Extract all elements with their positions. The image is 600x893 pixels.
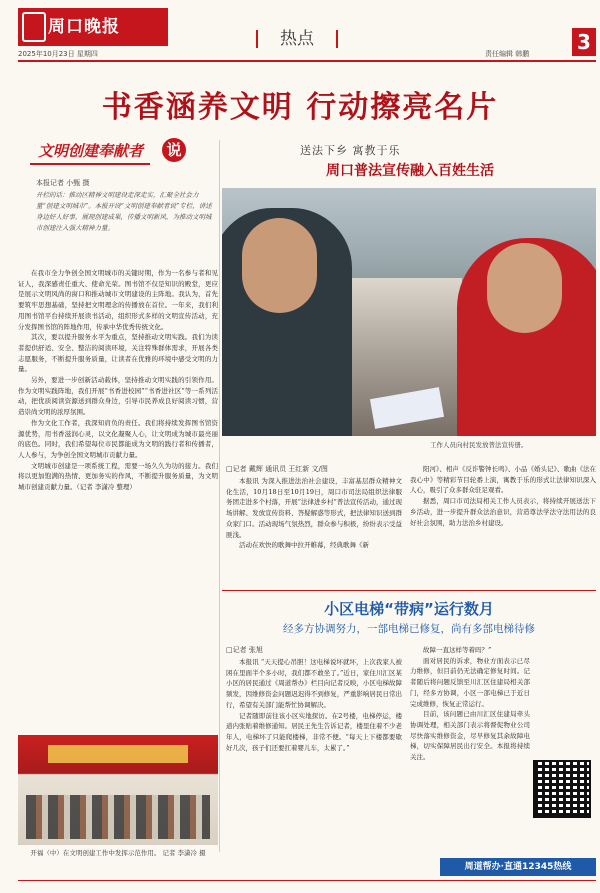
story1-byline: □记者 戴辉 通讯员 王红新 文/图 <box>226 465 328 473</box>
paragraph: 本报讯 为深入推进法治社会建设，丰富基层群众精神文化生活，10月18日至10月19日，周口市司法局组织法律服务团走进多个村落，开展“法律进乡村”普法宣传活动，通过现场讲解、发放宣传资料、答疑解惑等形式，把法律知识送到群众家门口。活动现场气氛热烈，群众参与积极，纷纷表示受益匪浅。 <box>226 477 402 539</box>
paragraph: 活动在欢快的歌舞中拉开帷幕，经典歌舞《新 <box>239 541 369 550</box>
column-intro: 开栏的话：推动区精神文明建设走深走实，汇聚全社会力量“创建文明城市”。本报开设“文明创建奉献者说”专栏，讲述身边好人好事，展现创建成果，传播文明新风，为推动文明城市创建注入强大精神力量。 <box>36 191 212 232</box>
paragraph: 记者随即前往该小区实地探访。在2号楼，电梯停运，楼道内张贴着维修通知。居民王先生告诉记者，楼里住着不少老年人，电梯坏了只能爬楼梯，非常不便。“每天上下楼都要歇好几次，孩子们还要扛着婴儿车，太累了。” <box>226 711 402 752</box>
column-title: 文明创建奉献者 <box>38 142 144 160</box>
stage-banner <box>48 745 188 763</box>
story2-body-right <box>410 645 530 763</box>
editor-credit: 责任编辑 韩鹏 <box>485 50 530 58</box>
qr-code-icon <box>533 760 591 818</box>
story2-byline: □记者 张旭 <box>226 646 263 654</box>
section-label: 热点 <box>252 26 342 52</box>
paragraph: 据悉，周口市司法局相关工作人员表示，将持续开展送法下乡活动，进一步提升群众法治意识，营造尊法学法守法用法的良好社会氛围，助力法治乡村建设。 <box>410 497 596 527</box>
audience-rows <box>26 795 210 839</box>
hotline-banner: 周道帮办·直通12345热线 <box>440 858 596 876</box>
photo-villager-face <box>242 218 317 313</box>
column-title-underline <box>30 163 150 165</box>
paragraph: 目前，该问题已由川汇区住建局牵头协调处理，相关部门表示将督促物业公司尽快落实维修资金，尽早修复其余故障电梯，切实保障居民出行安全。本报将持续关注。 <box>410 710 530 762</box>
newspaper-logo: 周口晚报 <box>18 8 168 46</box>
photo-volunteer-face <box>487 243 562 333</box>
paragraph: 另外，要进一步创新活动载体，坚持推动文明实践的引领作用。作为文明实践阵地，我们开展“书香进校园”“书香进社区”等一系列活动，把优质阅读资源送到群众身边，引导市民养成良好阅读习惯，营造崇尚文明的浓厚氛围。 <box>18 376 218 417</box>
story2-body-left <box>226 657 402 753</box>
column-divider <box>219 140 220 852</box>
paragraph: 其次，要以提升服务水平为重点，坚持推动文明实践。我们为读者提供舒适、安全、整洁的阅读环境，关注特殊群体需求，开展各类志愿服务，不断提升服务质量，让读者在优雅的环境中感受文明的力量。 <box>18 333 218 374</box>
column-badge: 说 <box>162 138 186 162</box>
masthead <box>0 0 600 62</box>
footer-rule <box>18 880 596 881</box>
left-photo-caption: 开福（中）在文明创建工作中发挥示范作用。 记者 李潇冷 摄 <box>30 849 206 857</box>
story1-body-left <box>226 476 402 551</box>
story1-kicker: 送法下乡 寓教于乐 <box>300 144 401 157</box>
library-event-photo <box>18 735 218 845</box>
story-divider <box>222 590 596 591</box>
law-outreach-photo <box>222 188 596 436</box>
story1-title: 周口普法宣传融入百姓生活 <box>326 163 494 179</box>
page-number: 3 <box>572 28 596 56</box>
paragraph: 作为文化工作者，我深知肩负的责任。我们将持续发挥图书馆资源优势，用书香滋润心灵，以文化凝聚人心，让文明成为城市最亮丽的底色。同时，我们希望每位市民都能成为文明的践行者和传播者，人人参与，为争创全国文明城市贡献力量。 <box>18 418 218 459</box>
paragraph: 阳河》、相声《反诈警钟长鸣》、小品《婚头记》、歌曲《法在我心中》等精彩节目轮番上演，寓教于乐的形式让法律知识深入人心，吸引了众多群众驻足观看。 <box>410 465 596 495</box>
story2-deck: 经多方协调努力，一部电梯已修复，尚有多部电梯待修 <box>283 623 535 635</box>
column-byline: 本报记者 小甄 摄 <box>36 179 90 187</box>
story1-photo-caption: 工作人员向村民发放普法宣传册。 <box>430 441 528 449</box>
page-headline: 书香涵养文明 行动擦亮名片 <box>101 90 499 125</box>
masthead-rule <box>18 60 596 62</box>
issue-date: 2025年10月23日 星期四 <box>18 50 98 58</box>
paragraph: 文明城市创建是一项系统工程，需要一场久久为功的接力。我们将以更加饱满的热情、更加务实的作风，不断提升服务质量，为文明城市创建贡献力量。（记者 李潇冷 整理） <box>18 461 218 492</box>
column-article-body <box>18 268 218 493</box>
paragraph: 故障一直这样等着吗？” <box>423 646 492 654</box>
story1-body-right <box>410 464 596 528</box>
logo-seal-icon <box>22 12 46 42</box>
paragraph: 在我市全力争创全国文明城市的关键时期，作为一名参与者和见证人，我深感责任重大、使命光荣。图书馆不仅是知识的殿堂，更应是展示文明风尚的窗口和推动城市文明建设的主阵地。我认为，首先要筑牢思想基础，坚持把文明理念的传播放在首位。一年来，我们利用图书馆平台持续开展读书活动，组织形式多样的文明宣传活动，充分发挥图书馆的阵地作用，传承中华优秀传统文化。 <box>18 269 218 331</box>
paragraph: 本报讯 “天天提心吊胆！这电梯说坏就坏，上次我家人被困在里面半个多小时，我们都不敢坐了。”近日，家住川汇区某小区的居民通过《周道帮办》栏目向记者反映，小区电梯故障频发，因维修资金问题迟迟得不到修复，严重影响居民日常出行，希望有关部门能帮忙协调解决。 <box>226 658 402 709</box>
story2-title: 小区电梯“带病”运行数月 <box>324 600 494 618</box>
paragraph: 面对居民的诉求，物业方面表示已尽力维修，但目前仍无法确定修复时间。记者随后将问题反馈至川汇区住建局相关部门，经多方协调，小区一部电梯已于近日完成维修，恢复正常运行。 <box>410 656 530 708</box>
